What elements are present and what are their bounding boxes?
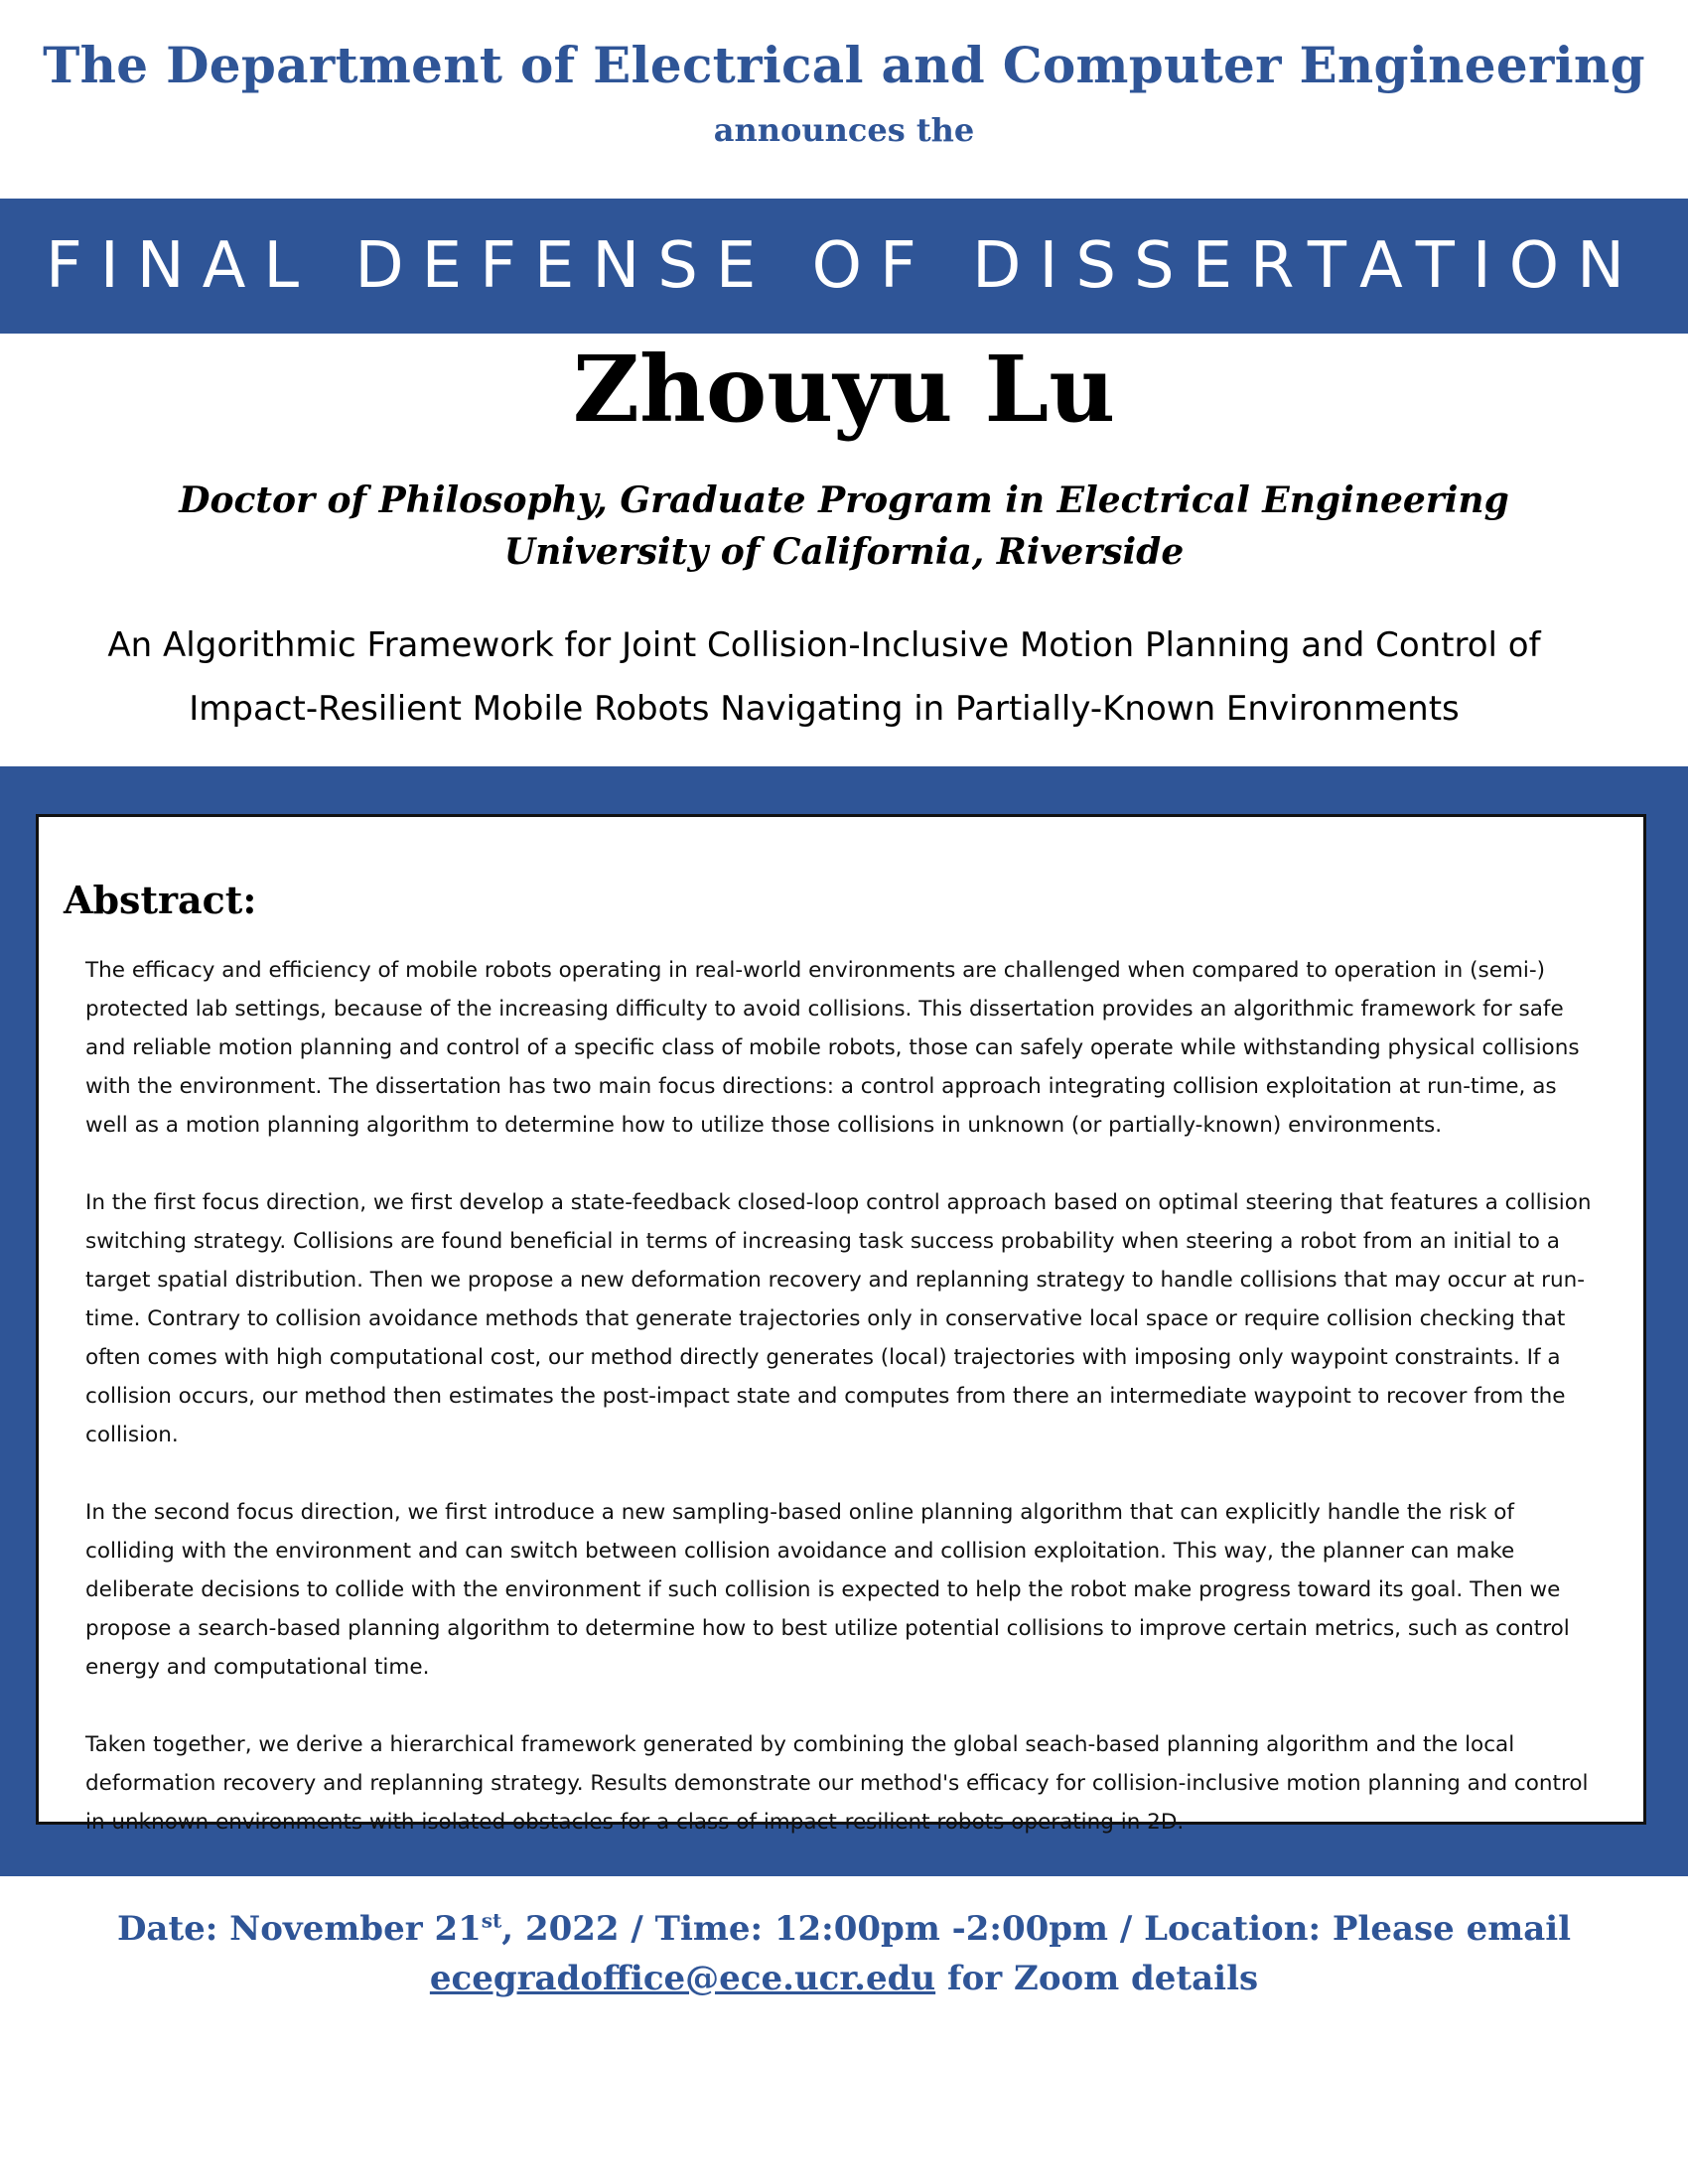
dissertation-title-line-2: Impact-Resilient Mobile Robots Navigating in Partially-Known Environments (189, 689, 1460, 729)
dissertation-title (30, 614, 1618, 741)
dissertation-title-line-1: An Algorithmic Framework for Joint Collision-Inclusive Motion Planning and Control of (107, 625, 1541, 665)
defense-banner (0, 199, 1688, 334)
abstract-paragraph: In the second focus direction, we first introduce a new sampling-based online planning algorithm that can explicitly handle the risk of colliding with the environment and can switch between collision avoidance and collision exploitation. This way, the planner can make deliberate decisions to collide with the environment if such collision is expected to help the robot make progress toward its goal. Then we propose a search-based planning algorithm to determine how to best utilize potential collisions to improve certain metrics, such as control energy and computational time. (85, 1500, 1570, 1680)
event-details (0, 1904, 1688, 2003)
contact-email-link[interactable]: ecegradoffice@ece.ucr.edu (429, 1959, 936, 1998)
candidate-name: Zhouyu Lu (572, 336, 1116, 443)
university-name: University of California, Riverside (503, 531, 1185, 573)
event-date-prefix: Date: November 21 (116, 1909, 482, 1949)
degree-program: Doctor of Philosophy, Graduate Program in Electrical Engineering (179, 479, 1509, 521)
abstract-paragraph: The efficacy and efficiency of mobile robots operating in real-world environments are challenged when compared to operation in (semi-) protected lab settings, because of the increasing difficulty to avoid collisions. This dissertation provides an algorithmic framework for safe and reliable motion planning and control of a specific class of mobile robots, those can safely operate while withstanding physical collisions with the environment. The dissertation has two main focus directions: a control approach integrating collision exploitation at run-time, as well as a motion planning algorithm to determine how to utilize those collisions in unknown (or partially-known) environments. (85, 958, 1580, 1138)
event-contact (0, 1954, 1688, 2003)
department-title: The Department of Electrical and Computer Engineering (43, 36, 1645, 94)
abstract-heading: Abstract: (64, 878, 257, 922)
banner-text: FINAL DEFENSE OF DISSERTATION (46, 229, 1642, 303)
event-date-time-location (0, 1904, 1688, 1954)
degree-info (0, 475, 1688, 578)
event-date-rest: , 2022 / Time: 12:00pm -2:00pm / Location: Please email (501, 1909, 1572, 1949)
abstract-paragraph: In the first focus direction, we first develop a state-feedback closed-loop control approach based on optimal steering that features a collision switching strategy. Collisions are found beneficial in terms of increasing task success probability when steering a robot from an initial to a target spatial distribution. Then we propose a new deformation recovery and replanning strategy to handle collisions that may occur at run-time. Contrary to collision avoidance methods that generate trajectories only in conservative local space or require collision checking that often comes with high computational cost, our method directly generates (local) trajectories with imposing only waypoint constraints. If a collision occurs, our method then estimates the post-impact state and computes from there an intermediate waypoint to recover from the collision. (85, 1190, 1592, 1447)
event-date-superscript: st (481, 1908, 502, 1933)
abstract-body (85, 951, 1595, 1842)
abstract-paragraph: Taken together, we derive a hierarchical framework generated by combining the global seach-based planning algorithm and the local deformation recovery and replanning strategy. Results demonstrate our method's efficacy for collision-inclusive motion planning and control in unknown environments with isolated obstacles for a class of impact-resilient robots operating in 2D. (85, 1732, 1589, 1835)
event-email-suffix: for Zoom details (935, 1959, 1259, 1998)
announcement-subtitle: announces the (713, 111, 975, 149)
